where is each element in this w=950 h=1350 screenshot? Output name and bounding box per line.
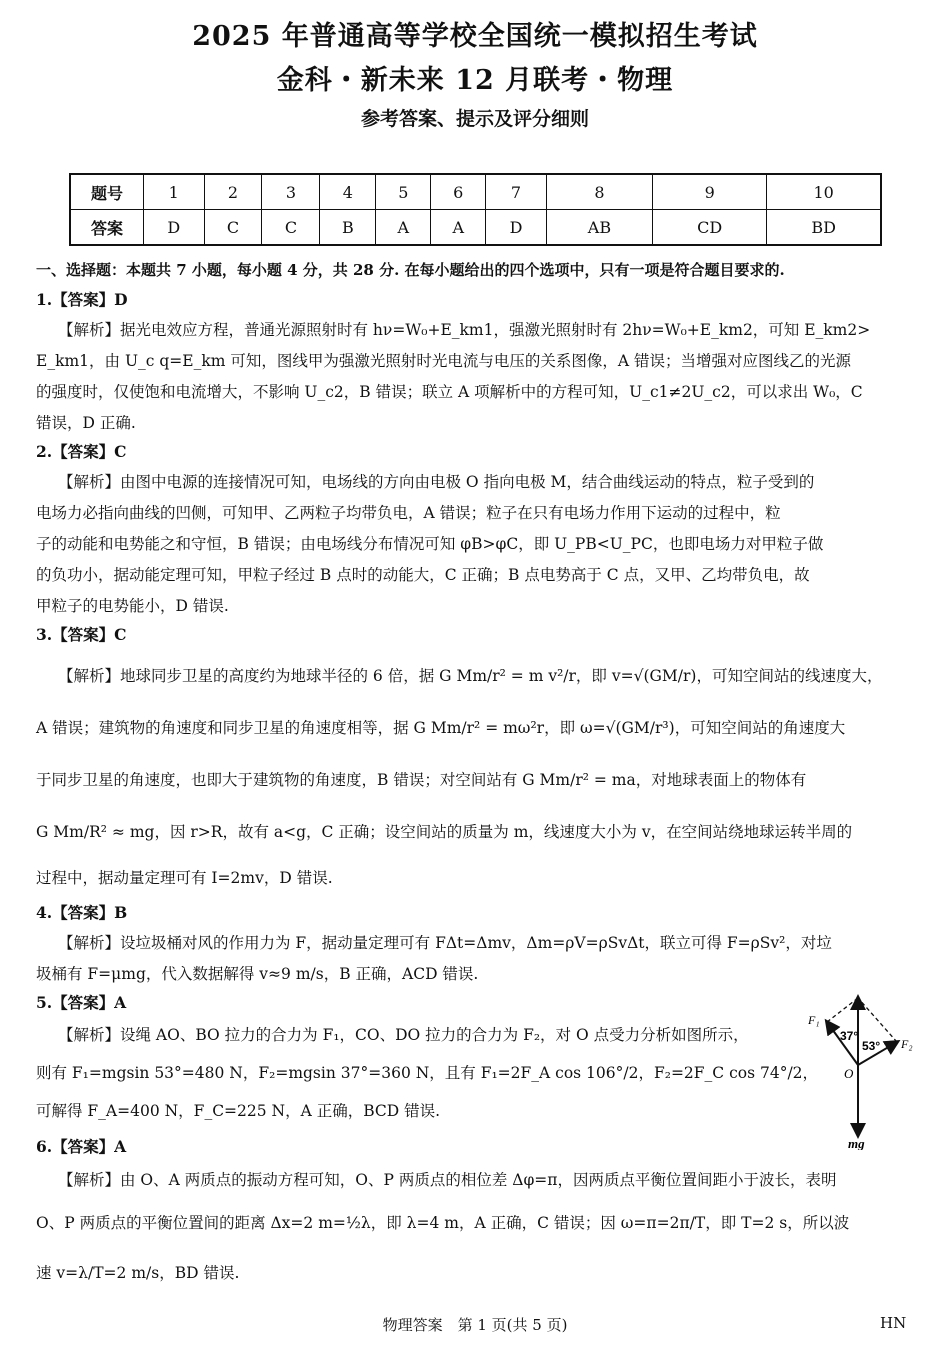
dashed-line [827, 998, 858, 1022]
question-number-cell: 4 [320, 174, 376, 210]
explanation-line: 【解析】据光电效应方程，普通光源照射时有 hν=W₀+E_km1，强激光照射时有 2hν=W₀+E_km2，可知 E_km2> [58, 321, 871, 339]
question-number-row [70, 174, 881, 210]
explanation-line: 【解析】由图中电源的连接情况可知，电场线的方向由电极 O 指向电极 M，结合曲线运动的特点，粒子受到的 [58, 473, 815, 491]
explanation-line: 【解析】设绳 AO、BO 拉力的合力为 F₁，CO、DO 拉力的合力为 F₂，对 O 点受力分析如图所示， [58, 1026, 749, 1044]
question-head: 3.【答案】C [36, 625, 127, 644]
question-5 [36, 988, 819, 1128]
answer-cell: D [486, 210, 547, 246]
answer-cell: A [376, 210, 431, 246]
answer-key-title: 参考答案、提示及评分细则 [360, 108, 589, 130]
question-number-cell: 10 [767, 174, 881, 210]
explanation-line: 速 v=λ/T=2 m/s，BD 错误. [36, 1264, 240, 1282]
question-number-cell: 9 [653, 174, 767, 210]
question-head: 4.【答案】B [36, 903, 128, 922]
explanation-line: 可解得 F_A=400 N，F_C=225 N，A 正确，BCD 错误. [36, 1102, 441, 1120]
answer-cell: BD [767, 210, 881, 246]
answer-cell: A [431, 210, 486, 246]
answer-cell: C [262, 210, 320, 246]
answer-cell: D [144, 210, 205, 246]
explanation-line: O、P 两质点的平衡位置间的距离 Δx=2 m=½λ，即 λ=4 m，A 正确，C 错误；因 ω=π=2π/T，即 T=2 s，所以波 [36, 1214, 850, 1232]
question-3 [36, 620, 912, 898]
question-head: 2.【答案】C [36, 442, 127, 461]
explanation-line: 的负功小，据动能定理可知，甲粒子经过 B 点时的动能大，C 正确；B 点电势高于 C 点，又甲、乙均带负电，故 [36, 566, 810, 584]
question-number-cell: 6 [431, 174, 486, 210]
explanation-line: 电场力必指向曲线的凹侧，可知甲、乙两粒子均带负电，A 错误；粒子在只有电场力作用下运动的过程中，粒 [36, 504, 781, 522]
explanation-line: 的强度时，仅使饱和电流增大，不影响 U_c2，B 错误；联立 A 项解析中的方程可知，U_c1≠2U_c2，可以求出 W₀，C [36, 383, 863, 401]
dashed-line [858, 998, 897, 1042]
f1-label: F₁ [808, 1013, 820, 1027]
mg-label: mg [848, 1136, 865, 1150]
question-number-cell: 1 [144, 174, 205, 210]
region-code: HN [880, 1314, 907, 1332]
answer-table [69, 173, 882, 246]
force-diagram [800, 990, 920, 1150]
question-number-cell: 3 [262, 174, 320, 210]
explanation-line: 【解析】设垃圾桶对风的作用力为 F，据动量定理可有 FΔt=Δmv，Δm=ρV=ρSvΔt，联立可得 F=ρSv²，对垃 [58, 934, 832, 952]
explanation-line: 甲粒子的电势能小，D 错误. [36, 597, 229, 615]
answer-cell: C [204, 210, 262, 246]
point-o-label: O [844, 1066, 854, 1081]
section-header: 一、选择题：本题共 7 小题，每小题 4 分，共 28 分. 在每小题给出的四个选项中，只有一项是符合题目要求的. [36, 261, 785, 279]
answer-cell: CD [653, 210, 767, 246]
explanation-line: E_km1，由 U_c q=E_km 可知，图线甲为强激光照射时光电流与电压的关系图像，A 错误；当增强对应图线乙的光源 [36, 352, 851, 370]
question-head: 5.【答案】A [36, 993, 127, 1012]
question-number-cell: 5 [376, 174, 431, 210]
question-2 [36, 437, 912, 622]
question-number-cell: 7 [486, 174, 547, 210]
question-head: 6.【答案】A [36, 1137, 127, 1156]
exam-subtitle: 金科・新未来 12 月联考・物理 [276, 65, 674, 96]
answer-cell: B [320, 210, 376, 246]
f2-label: F₂ [901, 1037, 913, 1051]
answer-cell: AB [546, 210, 652, 246]
explanation-line: 子的动能和电势能之和守恒，B 错误；由电场线分布情况可知 φB>φC，即 U_PB<U_PC，也即电场力对甲粒子做 [36, 535, 824, 553]
angle-37-label: 37° [840, 1029, 859, 1043]
explanation-line: 则有 F₁=mgsin 53°=480 N，F₂=mgsin 37°=360 N，且有 F₁=2F_A cos 106°/2，F₂=2F_C cos 74°/2， [36, 1064, 819, 1082]
answer-row [70, 210, 881, 246]
question-head: 1.【答案】D [36, 290, 128, 309]
page-footer: 物理答案 第 1 页(共 5 页) [382, 1316, 568, 1334]
question-1 [36, 285, 912, 439]
explanation-line: 圾桶有 F=μmg，代入数据解得 v≈9 m/s，B 正确，ACD 错误. [36, 965, 479, 983]
question-4 [36, 898, 912, 990]
question-number-cell: 2 [204, 174, 262, 210]
explanation-line: 错误，D 正确. [36, 414, 136, 432]
explanation-line: G Mm/R² ≈ mg，因 r>R，故有 a<g，C 正确；设空间站的质量为 m，线速度大小为 v，在空间站绕地球运转半周的 [36, 823, 853, 841]
explanation-line: A 错误；建筑物的角速度和同步卫星的角速度相等，据 G Mm/r² = mω²r，即 ω=√(GM/r³)，可知空间站的角速度大 [36, 719, 846, 737]
explanation-line: 于同步卫星的角速度，也即大于建筑物的角速度，B 错误；对空间站有 G Mm/r² = ma，对地球表面上的物体有 [36, 771, 807, 789]
answer-header: 答案 [70, 210, 144, 246]
exam-title: 2025 年普通高等学校全国统一模拟招生考试 [192, 21, 758, 52]
angle-53-label: 53° [862, 1039, 881, 1053]
question-6 [36, 1132, 912, 1298]
explanation-line: 过程中，据动量定理可有 I=2mv，D 错误. [36, 869, 333, 887]
explanation-line: 【解析】地球同步卫星的高度约为地球半径的 6 倍，据 G Mm/r² = m v²/r，即 v=√(GM/r)，可知空间站的线速度大， [58, 667, 883, 685]
question-number-header: 题号 [70, 174, 144, 210]
explanation-line: 【解析】由 O、A 两质点的振动方程可知，O、P 两质点的相位差 Δφ=π，因两质点平衡位置间距小于波长，表明 [58, 1171, 837, 1189]
question-number-cell: 8 [546, 174, 652, 210]
